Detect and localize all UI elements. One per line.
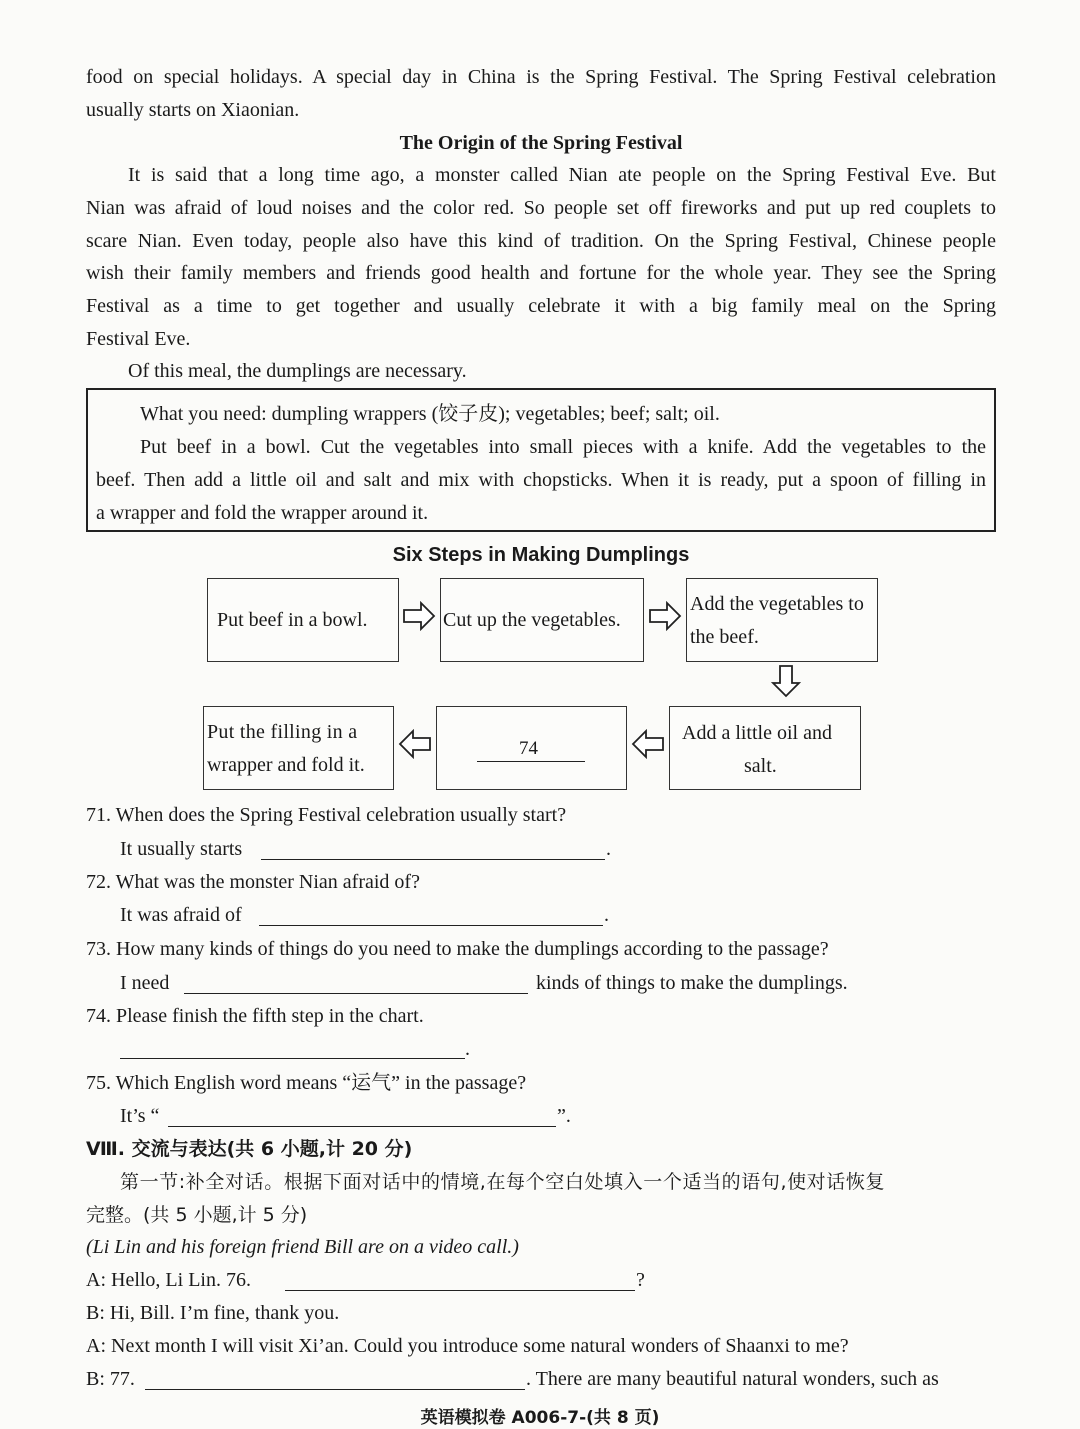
step-6-text-a: Put the filling in a	[207, 721, 358, 743]
answer-75-suffix: ”.	[557, 1105, 571, 1127]
step-4-text-a: Add a little oil and	[682, 722, 832, 744]
question-71: 71. When does the Spring Festival celebration usually start?	[86, 804, 567, 826]
question-72: 72. What was the monster Nian afraid of?	[86, 871, 420, 893]
answer-72-period: .	[604, 904, 609, 926]
origin-line-2: Nian was afraid of loud noises and the color red. So people set off fireworks and put up red couplets to	[86, 197, 996, 219]
question-75: 75. Which English word means “运气” in the passage?	[86, 1072, 527, 1094]
step-box-1	[207, 578, 399, 662]
page-footer: 英语模拟卷 A006-7-(共 8 页)	[420, 1408, 660, 1428]
dialogue-line-1-end: ?	[636, 1269, 645, 1291]
arrow-right-icon	[402, 601, 436, 631]
question-74: 74. Please finish the fifth step in the chart.	[86, 1005, 424, 1027]
step-4-text-b: salt.	[744, 755, 777, 777]
step-5-blank[interactable]	[477, 761, 585, 762]
answer-71-period: .	[606, 838, 611, 860]
answer-72-blank[interactable]	[259, 925, 603, 926]
step-2-text: Cut up the vegetables.	[443, 609, 621, 631]
meal-line: Of this meal, the dumplings are necessary.	[128, 360, 467, 382]
arrow-left-icon	[631, 729, 665, 759]
answer-75-prefix: It’s “	[120, 1105, 160, 1127]
step-box-5	[436, 706, 627, 790]
dialogue-line-3: A: Next month I will visit Xi’an. Could you introduce some natural wonders of Shaanxi to me?	[86, 1335, 849, 1357]
answer-73-blank[interactable]	[184, 993, 528, 994]
answer-73-suffix: kinds of things to make the dumplings.	[536, 972, 848, 994]
step-1-text: Put beef in a bowl.	[217, 609, 368, 631]
answer-72-prefix: It was afraid of	[120, 904, 242, 926]
answer-77-blank[interactable]	[145, 1389, 525, 1390]
recipe-need-line: What you need: dumpling wrappers (饺子皮); vegetables; beef; salt; oil.	[140, 403, 720, 425]
dialogue-line-4: B: 77.	[86, 1368, 135, 1390]
arrow-right-icon	[648, 601, 682, 631]
origin-line-1: It is said that a long time ago, a monster called Nian ate people on the Spring Festival Eve. But	[128, 164, 996, 186]
intro-line-1: food on special holidays. A special day in China is the Spring Festival. The Spring Festival celebration	[86, 66, 996, 88]
answer-73-prefix: I need	[120, 972, 170, 994]
part1-instructions-line2: 完整。(共 5 小题,计 5 分)	[86, 1204, 308, 1226]
section-8-heading: Ⅷ. 交流与表达(共 6 小题,计 20 分)	[86, 1138, 413, 1160]
origin-line-6: Festival Eve.	[86, 328, 191, 350]
answer-74-period: .	[465, 1038, 470, 1060]
recipe-line-1: Put beef in a bowl. Cut the vegetables into small pieces with a knife. Add the vegetables to the	[140, 436, 986, 458]
step-3-text-a: Add the vegetables to	[690, 593, 864, 615]
arrow-left-icon	[398, 729, 432, 759]
dialogue-line-2: B: Hi, Bill. I’m fine, thank you.	[86, 1302, 340, 1324]
origin-line-5: Festival as a time to get together and usually celebrate it with a big family meal on the Spring	[86, 295, 996, 317]
chart-title: Six Steps in Making Dumplings	[392, 544, 690, 566]
dialogue-line-1: A: Hello, Li Lin. 76.	[86, 1269, 251, 1291]
answer-76-blank[interactable]	[285, 1290, 635, 1291]
intro-line-2: usually starts on Xiaonian.	[86, 99, 300, 121]
step-box-2	[440, 578, 644, 662]
step-5-number: 74	[519, 738, 538, 759]
dialogue-line-4-end: . There are many beautiful natural wonders, such as	[526, 1368, 939, 1390]
part1-instructions-line1: 第一节:补全对话。根据下面对话中的情境,在每个空白处填入一个适当的语句,使对话恢复	[120, 1171, 886, 1193]
step-box-6	[203, 706, 394, 790]
answer-71-blank[interactable]	[261, 859, 605, 860]
step-6-text-b: wrapper and fold it.	[207, 754, 365, 776]
arrow-down-icon	[771, 664, 801, 698]
recipe-line-2: beef. Then add a little oil and salt and mix with chopsticks. When it is ready, put a spoon of filling in	[96, 469, 986, 491]
answer-71-prefix: It usually starts	[120, 838, 243, 860]
dialogue-context: (Li Lin and his foreign friend Bill are on a video call.)	[86, 1236, 519, 1258]
recipe-line-3: a wrapper and fold the wrapper around it.	[96, 502, 429, 524]
question-73: 73. How many kinds of things do you need to make the dumplings according to the passage?	[86, 938, 829, 960]
step-box-4	[669, 706, 861, 790]
origin-title: The Origin of the Spring Festival	[399, 132, 683, 154]
answer-74-blank[interactable]	[120, 1058, 465, 1059]
step-box-3	[686, 578, 878, 662]
origin-line-4: wish their family members and friends good health and fortune for the whole year. They see the Spring	[86, 262, 996, 284]
answer-75-blank[interactable]	[168, 1126, 556, 1127]
recipe-box	[86, 388, 996, 532]
step-3-text-b: the beef.	[690, 626, 759, 648]
origin-line-3: scare Nian. Even today, people also have this kind of tradition. On the Spring Festival, Chinese people	[86, 230, 996, 252]
